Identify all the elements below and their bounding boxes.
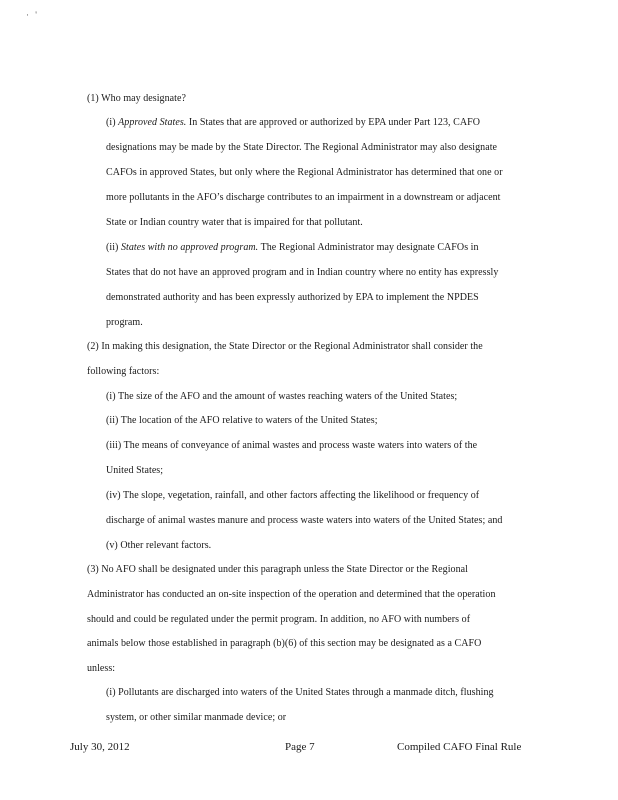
list-item: (i) Pollutants are discharged into waters of the United States through a manmade ditch, flushing [106,687,494,698]
footer-date: July 30, 2012 [70,741,130,753]
paragraph-line: State or Indian country water that is impaired for that pollutant. [106,217,363,228]
paragraph-line: Administrator has conducted an on-site inspection of the operation and determined that the operation [87,589,496,600]
line-text: In States that are approved or authorized by EPA under Part 123, CAFO [186,117,480,128]
paragraph-line: (3) No AFO shall be designated under this paragraph unless the State Director or the Regional [87,564,468,575]
paragraph-line: animals below those established in paragraph (b)(6) of this section may be designated as a CAFO [87,638,482,649]
paragraph-line: unless: [87,663,116,674]
list-item: discharge of animal wastes manure and process waste waters into waters of the United States; and [106,515,503,526]
paragraph-line: CAFOs in approved States, but only where the Regional Administrator has determined that one or [106,167,503,178]
line-no-approved-program [106,242,479,254]
paragraph-line: (2) In making this designation, the State Director or the Regional Administrator shall consider the [87,341,483,352]
line-heading-who-may-designate: (1) Who may designate? [87,93,186,104]
paragraph-line: States that do not have an approved program and in Indian country where no entity has expressly [106,267,499,278]
line-text: The Regional Administrator may designate CAFOs in [258,242,479,253]
item-marker: (ii) [106,242,121,253]
list-item: (i) The size of the AFO and the amount of wastes reaching waters of the United States; [106,391,458,402]
footer-page-number: Page 7 [285,741,315,753]
list-item: (iv) The slope, vegetation, rainfall, and other factors affecting the likelihood or frequency of [106,490,480,501]
list-item: system, or other similar manmade device; or [106,712,287,723]
list-item: (v) Other relevant factors. [106,540,212,551]
italic-term: States with no approved program. [120,242,259,253]
line-approved-states [106,117,480,129]
list-item: (ii) The location of the AFO relative to waters of the United States; [106,415,378,426]
scan-specks: · ' [26,10,39,20]
paragraph-line: program. [106,317,143,328]
footer-document-title: Compiled CAFO Final Rule [397,741,522,753]
item-marker: (i) [106,117,119,128]
italic-term: Approved States. [118,117,187,128]
paragraph-line: demonstrated authority and has been expressly authorized by EPA to implement the NPDES [106,292,479,303]
paragraph-line: more pollutants in the AFO’s discharge contributes to an impairment in a downstream or adjacent [106,192,501,203]
paragraph-line: following factors: [87,366,160,377]
list-item: (iii) The means of conveyance of animal wastes and process waste waters into waters of the [106,440,478,451]
paragraph-line: designations may be made by the State Director. The Regional Administrator may also designate [106,142,498,153]
paragraph-line: should and could be regulated under the permit program. In addition, no AFO with numbers of [87,614,471,625]
list-item: United States; [106,465,164,476]
